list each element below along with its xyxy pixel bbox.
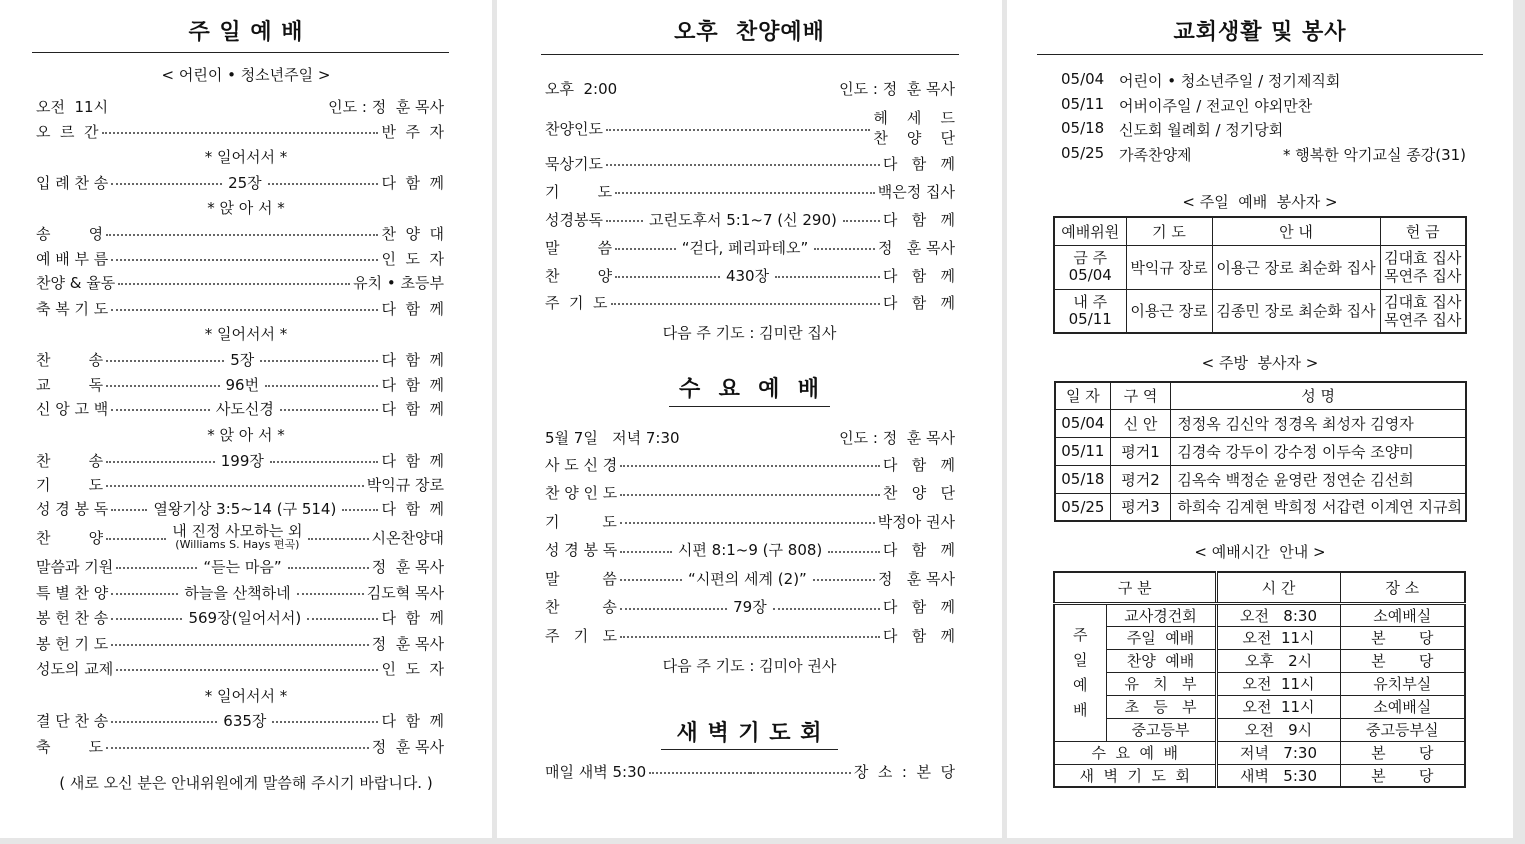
order-item-person: 유치 • 초등부 (353, 273, 444, 292)
schedule-name-cell: 주일 예배 (1106, 626, 1216, 649)
kitchen-header-row (1055, 382, 1466, 409)
order-item-name: 오 르 간 (36, 122, 99, 141)
afternoon-service-panel (497, 0, 1002, 838)
order-item-detail: 고린도후서 5:1~7 (신 290) (649, 210, 837, 229)
dot-leader (646, 768, 854, 774)
schedule-time-cell: 오전 8:30 (1216, 603, 1340, 626)
servers-prayer-cell: 박익규 장로 (1126, 245, 1212, 289)
order-item-person: 다 함 께 (882, 598, 955, 616)
order-item (36, 347, 444, 371)
kitchen-head-cell: 일 자 (1055, 382, 1110, 409)
title-divider (1037, 54, 1483, 55)
order-item-person: 인 도 자 (381, 249, 444, 268)
order-item-detail: 시편 8:1~9 (구 808) (677, 541, 823, 559)
dot-leader (108, 172, 381, 193)
order-item-person: 다 함 께 (381, 375, 444, 394)
dot-leader (603, 209, 883, 230)
servers-guide-cell: 김종민 장로 최순화 집사 (1212, 289, 1380, 333)
sunday-time: 오전 11시 (36, 97, 109, 116)
order-item-name: 묵상기도 (545, 154, 603, 173)
kitchen-date-cell: 05/04 (1055, 409, 1110, 437)
order-item-person: 다 함 께 (882, 541, 955, 559)
schedule-place-cell: 소예배실 (1340, 695, 1465, 718)
order-item-name: 축 복 기 도 (36, 299, 109, 318)
schedule-name-cell: 수 요 예 배 (1054, 741, 1216, 764)
schedule-head-cell: 구 분 (1054, 572, 1216, 603)
order-item-name: 말씀과 기원 (36, 557, 114, 576)
order-item (545, 538, 955, 562)
dot-leader (617, 461, 883, 467)
kitchen-row (1055, 409, 1466, 437)
dawn-prayer-row (545, 759, 955, 783)
order-item (36, 170, 444, 194)
kitchen-date-cell: 05/25 (1055, 493, 1110, 521)
schedule-row (1054, 649, 1465, 672)
order-item-person: 인 도 자 (381, 659, 444, 678)
dot-leader (103, 374, 381, 395)
dot-leader (603, 125, 873, 131)
order-item-person: 박정아 권사 (877, 512, 955, 531)
wednesday-leader: 인도 : 정 훈 목사 (839, 428, 955, 447)
order-item-person: 정 훈 목사 (371, 737, 444, 756)
schedule-name-cell: 초 등 부 (1106, 695, 1216, 718)
sunday-subtitle: < 어린이 • 청소년주일 > (161, 66, 331, 84)
order-item-detail: 635장 (223, 711, 267, 730)
order-item (36, 396, 444, 420)
order-item (36, 656, 444, 680)
dawn-time: 매일 새벽 5:30 (545, 762, 647, 781)
dot-leader (103, 743, 372, 749)
schedule-time-cell: 오전 11시 (1216, 626, 1340, 649)
order-item-name: 성 경 봉 독 (545, 541, 618, 559)
schedule-time-cell: 오전 11시 (1216, 695, 1340, 718)
church-life-panel (1007, 0, 1513, 838)
order-item-person: 다 함 께 (882, 154, 955, 173)
order-item-person: 다 함 께 (381, 451, 444, 470)
posture-cue: * 앉 아 서 * (207, 426, 285, 444)
order-item (36, 448, 444, 472)
church-life-title: 교회생활 및 봉사 (1173, 20, 1347, 45)
schedule-row (1054, 718, 1465, 741)
order-item-detail: “듣는 마음” (203, 557, 282, 576)
order-item-person: 다 함 께 (882, 293, 955, 312)
schedule-time-cell: 오전 9시 (1216, 718, 1340, 741)
servers-title: < 주일 예배 봉사자 > (1182, 193, 1338, 211)
order-item-name: 봉 헌 찬 송 (36, 608, 109, 627)
order-item-name: 송 영 (36, 224, 104, 243)
posture-cue: * 앉 아 서 * (207, 199, 285, 217)
kitchen-head-cell: 구 역 (1110, 382, 1171, 409)
order-item (36, 520, 444, 554)
order-item (545, 151, 955, 175)
order-item-name: 사 도 신 경 (545, 455, 618, 474)
kitchen-names-cell: 김옥숙 백정순 윤영란 정연순 김선희 (1171, 465, 1466, 493)
kitchen-row (1055, 465, 1466, 493)
schedule-row (1054, 603, 1465, 626)
order-item-detail: 199장 (220, 451, 264, 470)
order-item-name: 신 앙 고 백 (36, 399, 109, 418)
posture-cue: * 일어서서 * (204, 687, 288, 705)
order-item-name: 특 별 찬 양 (36, 583, 109, 602)
order-item-name: 말 씀 (545, 569, 617, 588)
dot-leader (108, 640, 371, 646)
afternoon-time-row (545, 76, 955, 100)
servers-table (1053, 216, 1467, 334)
order-item-detail: 569장(일어서서) (188, 608, 302, 627)
dot-leader (108, 710, 381, 731)
servers-week-cell (1054, 245, 1126, 289)
servers-head-cell: 예배위원 (1054, 217, 1126, 245)
order-item-detail: 430장 (725, 266, 770, 285)
sunday-time-row (36, 94, 444, 118)
order-item-detail: “걷다, 페리파테오” (681, 238, 809, 257)
dot-leader (113, 556, 372, 577)
order-item-person: 다 함 께 (882, 266, 955, 285)
order-item-name: 찬 양 (545, 266, 613, 285)
kitchen-area-cell: 신 안 (1110, 409, 1171, 437)
order-item (36, 270, 444, 294)
servers-offering-name: 목연주 집사 (1384, 310, 1462, 329)
servers-row (1054, 245, 1466, 289)
order-item (36, 554, 444, 578)
servers-row (1054, 289, 1466, 333)
order-item (36, 580, 444, 604)
schedule-row (1054, 626, 1465, 649)
afternoon-next-prayer: 다음 주 기도 : 김미란 집사 (662, 324, 837, 342)
order-item-person: 다 함 께 (381, 299, 444, 318)
dawn-place: 장 소 : 본 당 (853, 762, 955, 781)
schedule-place-cell: 유치부실 (1340, 672, 1465, 695)
servers-offering-cell (1380, 245, 1466, 289)
order-item-person: 다 함 께 (381, 350, 444, 369)
sunday-service-panel (0, 0, 492, 838)
wednesday-next-prayer: 다음 주 기도 : 김미아 권사 (662, 657, 837, 675)
order-item (545, 179, 955, 203)
order-item-detail: 96번 (225, 375, 260, 394)
dot-leader (103, 230, 381, 236)
dot-leader (603, 160, 883, 166)
servers-guide-cell: 이용근 장로 최순화 집사 (1212, 245, 1380, 289)
order-item-name: 찬 송 (36, 451, 104, 470)
schedule-title: < 예배시간 안내 > (1194, 543, 1326, 561)
order-item-name: 기 도 (545, 182, 613, 201)
posture-cue: * 일어서서 * (204, 148, 288, 166)
announcement-text: 가족찬양제 (1119, 145, 1192, 164)
order-item-person: 정 훈 목사 (877, 238, 955, 257)
title-divider (669, 406, 830, 407)
order-item-person: 찬 양 대 (381, 224, 444, 243)
order-item (36, 708, 444, 732)
order-item-name: 교 독 (36, 375, 104, 394)
servers-week-date: 05/11 (1068, 309, 1112, 328)
order-item-detail: 사도신경 (215, 399, 274, 418)
dot-leader (108, 498, 381, 519)
dot-leader (103, 349, 381, 370)
order-item-person: 반 주 자 (381, 122, 444, 141)
wednesday-title: 수 요 예 배 (679, 377, 820, 402)
title-divider (32, 52, 449, 53)
schedule-place-cell: 본 당 (1340, 741, 1465, 764)
sunday-leader: 인도 : 정 훈 목사 (328, 97, 444, 116)
order-item-person (873, 108, 955, 148)
order-item-detail: 5장 (230, 350, 255, 369)
order-item (36, 734, 444, 758)
servers-head-cell: 안 내 (1212, 217, 1380, 245)
dot-leader (612, 265, 883, 286)
schedule-row (1054, 695, 1465, 718)
order-item-name: 성 경 봉 독 (36, 499, 109, 518)
order-item-name: 찬양 & 율동 (36, 273, 116, 292)
dot-leader (617, 518, 878, 524)
order-item (545, 263, 955, 287)
order-item-name: 주 기 도 (545, 626, 618, 645)
dot-leader (113, 665, 381, 671)
schedule-name-cell: 새 벽 기 도 회 (1054, 764, 1216, 787)
servers-offering-name: 목연주 집사 (1384, 267, 1462, 285)
order-item-detail: 79장 (733, 598, 767, 616)
servers-offering-cell (1380, 289, 1466, 333)
schedule-place-cell: 소예배실 (1340, 603, 1465, 626)
order-item (36, 372, 444, 396)
servers-header-row (1054, 217, 1466, 245)
order-item (545, 105, 955, 151)
kitchen-date-cell: 05/18 (1055, 465, 1110, 493)
order-item-name: 성도의 교제 (36, 659, 114, 678)
order-item-person-line: 찬 양 단 (873, 129, 955, 147)
kitchen-area-cell: 평거1 (1110, 437, 1171, 465)
dot-leader (617, 490, 883, 496)
dot-leader (115, 279, 353, 285)
kitchen-title: < 주방 봉사자 > (1201, 354, 1319, 372)
order-item-name: 예 배 부 름 (36, 249, 109, 268)
order-item-person: 다 함 께 (882, 455, 955, 474)
kitchen-row (1055, 437, 1466, 465)
announcement-extra: * 행복한 악기교실 종강(31) (1283, 145, 1467, 164)
kitchen-row (1055, 493, 1466, 521)
kitchen-names-cell: 하희숙 김계현 박희정 서갑련 이계연 지규희 (1171, 493, 1466, 521)
dawn-prayer-title: 새 벽 기 도 회 (676, 721, 823, 746)
announcement-text: 어린이 • 청소년주일 / 정기제직회 (1119, 72, 1341, 90)
order-item (545, 452, 955, 476)
kitchen-names-cell: 정정옥 김신악 정경옥 최성자 김영자 (1171, 409, 1466, 437)
order-item-name: 주 기 도 (545, 293, 608, 312)
kitchen-area-cell: 평거3 (1110, 493, 1171, 521)
announcement-date: 05/25 (1061, 143, 1105, 162)
order-item-name: 찬 송 (36, 350, 104, 369)
servers-week-label: 금 주 (1073, 249, 1108, 267)
order-item-person: 시온찬양대 (371, 528, 444, 547)
schedule-head-cell: 시 간 (1216, 572, 1340, 603)
schedule-place-cell: 본 당 (1340, 764, 1465, 787)
wednesday-time: 5월 7일 저녁 7:30 (545, 428, 680, 447)
schedule-head-cell: 장 소 (1340, 572, 1465, 603)
schedule-name-cell: 중고등부 (1106, 718, 1216, 741)
order-item (545, 623, 955, 647)
dot-leader (617, 568, 878, 589)
order-item-name: 축 도 (36, 737, 104, 756)
kitchen-date-cell: 05/11 (1055, 437, 1110, 465)
order-item (545, 595, 955, 619)
servers-week-label: 내 주 (1073, 292, 1108, 311)
order-item (545, 566, 955, 590)
servers-head-cell: 헌 금 (1380, 217, 1466, 245)
schedule-group-cell: 주 일 예 배 (1054, 603, 1106, 741)
schedule-place-cell: 중고등부실 (1340, 718, 1465, 741)
schedule-name-cell: 유 치 부 (1106, 672, 1216, 695)
schedule-header-row (1054, 572, 1465, 603)
order-item-detail: “시편의 세계 (2)” (688, 569, 807, 588)
order-item-person: 김도혁 목사 (366, 583, 444, 602)
schedule-name-cell: 교사경건회 (1106, 603, 1216, 626)
schedule-name-cell: 찬양 예배 (1106, 649, 1216, 672)
servers-head-cell: 기 도 (1126, 217, 1212, 245)
wednesday-time-row (545, 425, 955, 449)
servers-prayer-cell: 이용근 장로 (1126, 289, 1212, 333)
order-item (36, 472, 444, 496)
announcement-date: 05/18 (1061, 119, 1105, 137)
title-divider (661, 749, 838, 750)
dot-leader (108, 255, 381, 261)
order-item (36, 296, 444, 320)
order-item-detail: 열왕기상 3:5~14 (구 514) (153, 499, 337, 518)
dot-leader (108, 398, 381, 419)
order-item-name: 찬 양 인 도 (545, 484, 618, 502)
schedule-row (1054, 741, 1465, 764)
order-item-detail-main: 내 진정 사모하는 외 (172, 522, 303, 540)
order-item (36, 119, 444, 143)
title-divider (541, 54, 959, 55)
order-item-person: 정 훈 목사 (371, 557, 444, 576)
order-item-name: 말 씀 (545, 238, 613, 257)
dot-leader (103, 450, 381, 471)
order-item-person: 다 함 께 (381, 608, 444, 627)
order-item-name: 성경봉독 (545, 210, 603, 229)
order-item-detail: 25장 (228, 173, 262, 192)
servers-offering-name: 김대효 집사 (1384, 292, 1462, 311)
order-item-detail (166, 523, 308, 551)
afternoon-time: 오후 2:00 (545, 79, 618, 98)
schedule-row (1054, 672, 1465, 695)
dot-leader (612, 188, 878, 194)
order-item-person: 다 함 께 (381, 711, 444, 730)
dot-leader (617, 539, 883, 560)
order-item (545, 481, 955, 505)
order-item-person: 다 함 께 (882, 626, 955, 645)
order-item-person: 찬 양 단 (882, 484, 955, 502)
dot-leader (612, 237, 878, 258)
dot-leader (108, 582, 367, 603)
order-item (36, 631, 444, 655)
order-item-name: 찬 양 (36, 528, 104, 547)
kitchen-area-cell: 평거2 (1110, 465, 1171, 493)
schedule-time-cell: 저녁 7:30 (1216, 741, 1340, 764)
order-item-person: 다 함 께 (381, 399, 444, 418)
order-item-person: 백은정 집사 (877, 182, 955, 201)
dot-leader (108, 607, 381, 628)
order-item-name: 기 도 (36, 475, 104, 494)
order-item-person: 정 훈 목사 (877, 569, 955, 588)
servers-week-date: 05/04 (1068, 266, 1112, 284)
order-item (545, 290, 955, 314)
schedule-table (1053, 571, 1466, 788)
dot-leader (103, 523, 371, 551)
dot-leader (99, 128, 382, 134)
order-item (36, 246, 444, 270)
order-item-name: 입 례 찬 송 (36, 173, 109, 192)
order-item (545, 509, 955, 533)
afternoon-leader: 인도 : 정 훈 목사 (839, 79, 955, 98)
kitchen-names-cell: 김경숙 강두이 강수정 이두숙 조양미 (1171, 437, 1466, 465)
schedule-place-cell: 본 당 (1340, 626, 1465, 649)
kitchen-table (1054, 381, 1467, 522)
order-item-detail-sub: (Williams S. Hays 편곡) (175, 538, 300, 551)
welcome-note: ( 새로 오신 분은 안내위원에게 말씀해 주시기 바랍니다. ) (59, 774, 433, 792)
announcement-text: 어버이주일 / 전교인 야외만찬 (1119, 96, 1313, 115)
servers-week-cell (1054, 289, 1126, 333)
order-item-detail: 하늘을 산책하네 (184, 583, 291, 602)
dot-leader (108, 305, 381, 311)
schedule-time-cell: 오후 2시 (1216, 649, 1340, 672)
order-item (36, 496, 444, 520)
order-item-person: 다 함 께 (381, 499, 444, 518)
order-item-person: 박익규 장로 (366, 475, 444, 494)
order-item-name: 결 단 찬 송 (36, 711, 109, 730)
announcement-text: 신도회 월례회 / 정기당회 (1119, 121, 1284, 139)
order-item-person: 다 함 께 (882, 210, 955, 229)
announcement-date: 05/04 (1061, 70, 1105, 88)
dot-leader (617, 632, 883, 638)
schedule-row (1054, 764, 1465, 787)
announcement-date: 05/11 (1061, 94, 1105, 113)
dot-leader (617, 596, 883, 617)
order-item (36, 605, 444, 629)
order-item (545, 207, 955, 231)
order-item-name: 봉 헌 기 도 (36, 634, 109, 653)
kitchen-head-cell: 성 명 (1171, 382, 1466, 409)
order-item-name: 찬양인도 (545, 119, 603, 138)
sunday-service-title: 주 일 예 배 (188, 20, 304, 45)
order-item-person-line: 헤 세 드 (873, 109, 955, 127)
schedule-place-cell: 본 당 (1340, 649, 1465, 672)
schedule-time-cell: 새벽 5:30 (1216, 764, 1340, 787)
order-item-person: 정 훈 목사 (371, 634, 444, 653)
order-item (545, 235, 955, 259)
dot-leader (103, 481, 367, 487)
order-item-name: 기 도 (545, 512, 617, 531)
order-item (36, 221, 444, 245)
servers-offering-name: 김대효 집사 (1384, 249, 1462, 267)
afternoon-title: 오후 찬양예배 (674, 20, 825, 45)
order-item-person: 다 함 께 (381, 173, 444, 192)
order-item-name: 찬 송 (545, 598, 617, 616)
schedule-time-cell: 오전 11시 (1216, 672, 1340, 695)
dot-leader (608, 299, 883, 305)
posture-cue: * 일어서서 * (204, 325, 288, 343)
